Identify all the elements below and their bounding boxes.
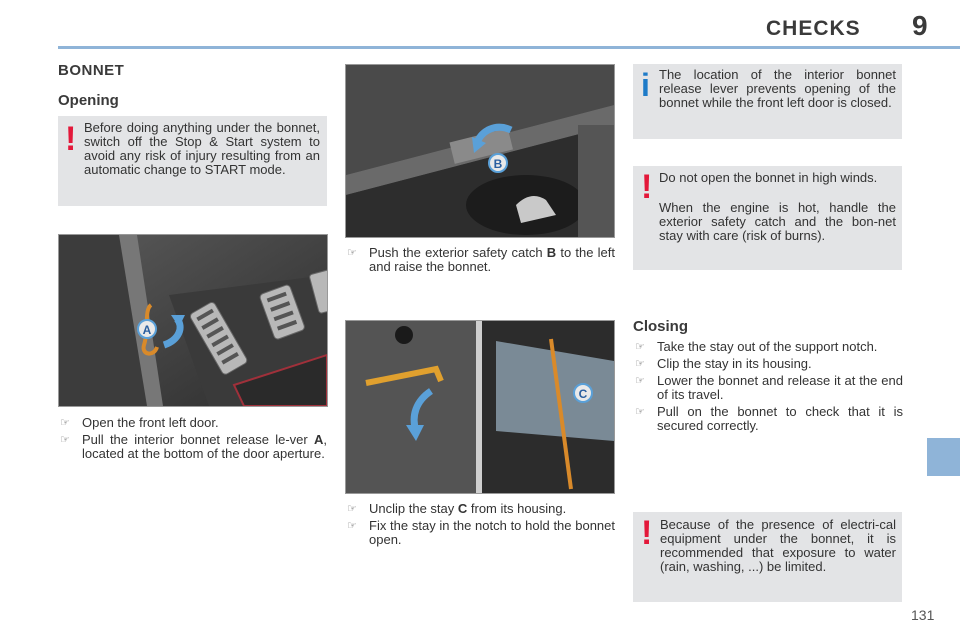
electrical-warning-box <box>633 512 902 602</box>
pointing-hand-icon: ☞ <box>347 520 357 532</box>
opening-steps-a <box>58 416 327 464</box>
info-icon: i <box>641 67 650 103</box>
pointing-hand-icon: ☞ <box>635 358 645 370</box>
high-winds-warning-box <box>633 166 902 270</box>
pointing-hand-icon: ☞ <box>347 247 357 259</box>
warning-icon: ! <box>65 120 77 158</box>
list-item: ☞ Unclip the stay C from its housing. <box>347 501 567 516</box>
figure-exterior-safety-catch <box>345 64 615 238</box>
list-item: ☞ Pull on the bonnet to check that it is secured correctly. <box>635 404 903 433</box>
pointing-hand-icon: ☞ <box>635 341 645 353</box>
figure-bonnet-stay <box>345 320 615 494</box>
list-item: ☞ Pull the interior bonnet release le-ver A, located at the bottom of the door aperture. <box>60 432 327 461</box>
pointing-hand-icon: ☞ <box>347 503 357 515</box>
figure-label-c: C <box>578 387 588 401</box>
pointing-hand-icon: ☞ <box>60 417 70 429</box>
opening-steps-b <box>345 246 615 277</box>
info-box <box>633 64 902 139</box>
warning-icon: ! <box>641 168 653 206</box>
list-item: ☞ Clip the stay in its housing. <box>635 356 812 371</box>
figure-label-a: A <box>142 323 152 337</box>
list-item: ☞ Open the front left door. <box>60 415 219 430</box>
stop-start-warning-box <box>58 116 327 206</box>
high-winds-warning-line2: When the engine is hot, handle the exterior safety catch and the bon-net stay with care (risk of burns). <box>659 200 896 243</box>
opening-steps-c <box>345 502 615 550</box>
warning-icon: ! <box>641 514 653 552</box>
figure-interior-release-lever <box>58 234 328 407</box>
closing-steps <box>633 340 903 436</box>
list-item: ☞ Take the stay out of the support notch. <box>635 339 878 354</box>
opening-title: Opening <box>58 92 119 109</box>
list-item: ☞ Lower the bonnet and release it at the end of its travel. <box>635 373 903 402</box>
high-winds-warning-line1: Do not open the bonnet in high winds. <box>659 170 878 185</box>
pointing-hand-icon: ☞ <box>60 434 70 446</box>
stop-start-warning-text: Before doing anything under the bonnet, switch off the Stop & Start system to avoid any risk of injury resulting from an automatic change to START mode. <box>84 120 320 177</box>
chapter-tab <box>927 438 960 476</box>
electrical-warning-text: Because of the presence of electri-cal equipment under the bonnet, it is recommended that exposure to water (rain, washing, ...) be limited. <box>660 517 896 574</box>
list-item: ☞ Push the exterior safety catch B to the left and raise the bonnet. <box>347 245 615 274</box>
info-box-text: The location of the interior bonnet release lever prevents opening of the bonnet while the front left door is closed. <box>659 67 896 110</box>
pointing-hand-icon: ☞ <box>635 406 645 418</box>
page-number: 131 <box>911 607 935 623</box>
chapter-title: CHECKS <box>766 17 861 40</box>
header-rule <box>58 46 960 49</box>
figure-label-b: B <box>493 157 503 171</box>
chapter-number: 9 <box>912 10 928 41</box>
closing-title: Closing <box>633 318 688 335</box>
list-item: ☞ Fix the stay in the notch to hold the bonnet open. <box>347 518 615 547</box>
section-title: BONNET <box>58 62 125 79</box>
pointing-hand-icon: ☞ <box>635 375 645 387</box>
